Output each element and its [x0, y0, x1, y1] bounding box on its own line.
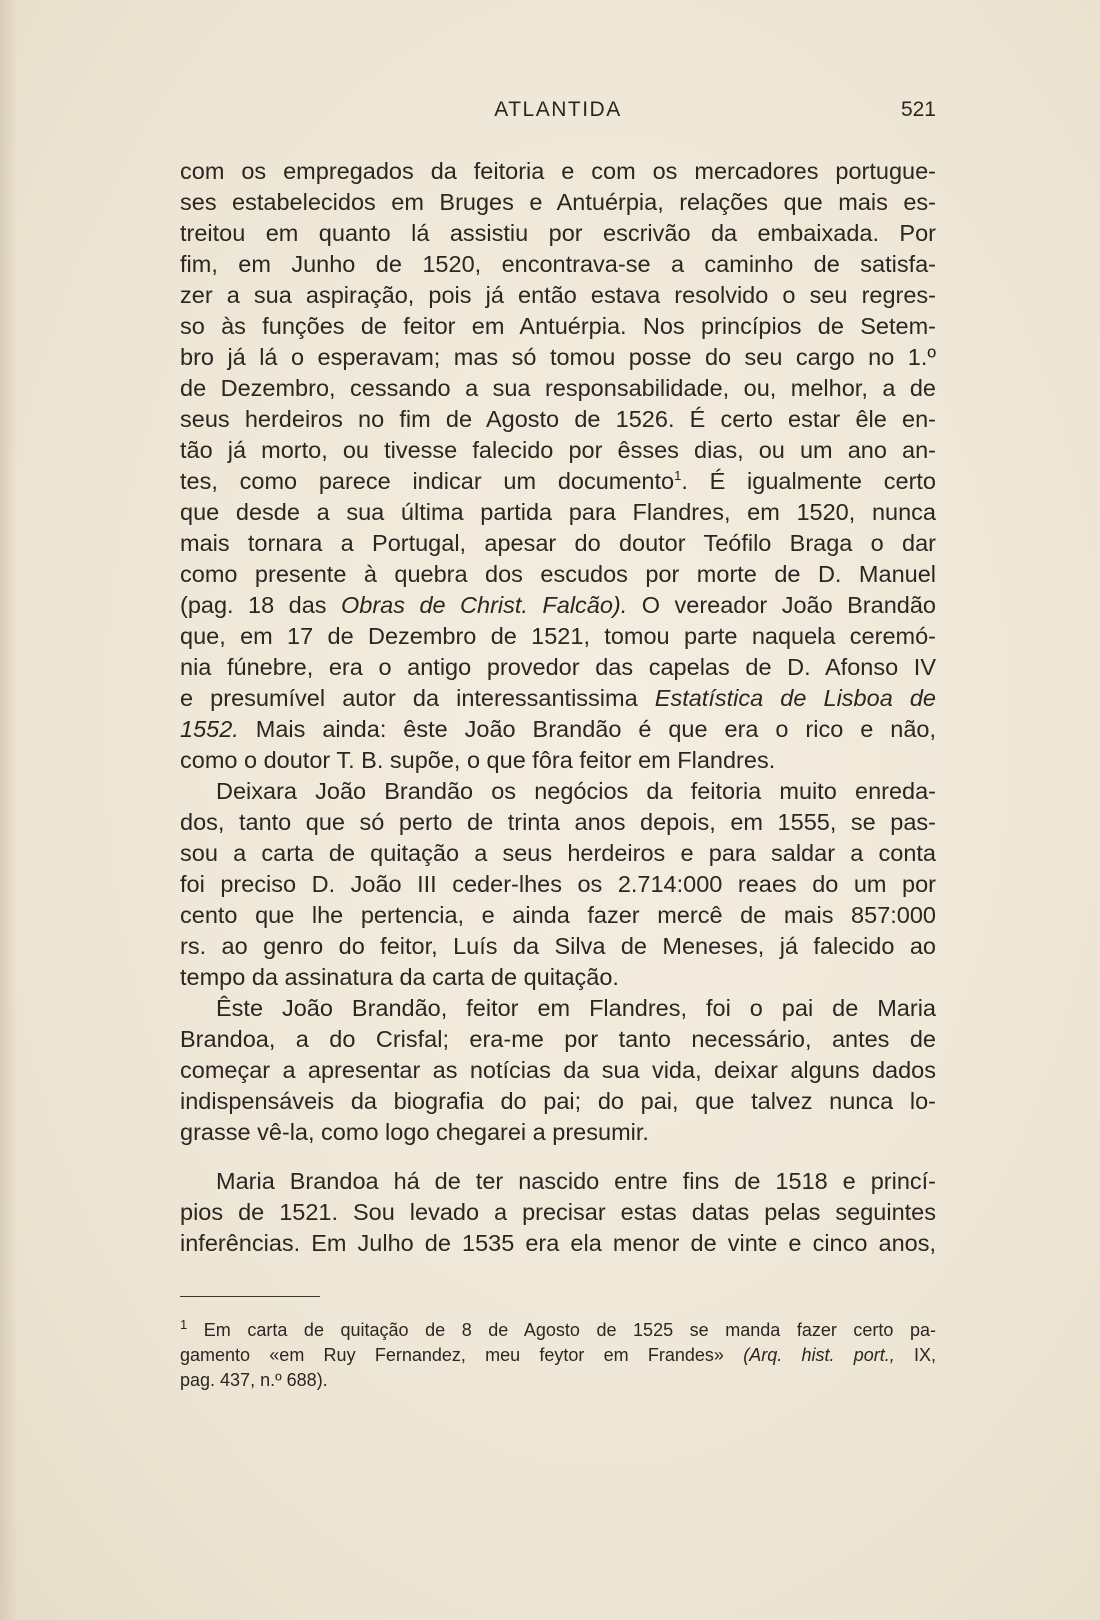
italic-title: 1552.	[180, 716, 239, 742]
text-line: Deixara João Brandão os negócios da feitoria muito enreda-	[216, 778, 936, 804]
text-segment: O vereador João Brandão	[627, 592, 936, 618]
text-line: Brandoa, a do Crisfal; era-me por tanto necessário, antes de	[180, 1026, 936, 1052]
text-line	[180, 714, 936, 745]
text-line: como presente à quebra dos escudos por morte de D. Manuel	[180, 561, 936, 587]
text-line: que desde a sua última partida para Flandres, em 1520, nunca	[180, 499, 936, 525]
text-line: sou a carta de quitação a seus herdeiros e para saldar a conta	[180, 840, 936, 866]
text-line: seus herdeiros no fim de Agosto de 1526. É certo estar êle en-	[180, 406, 936, 432]
footnote-reference[interactable]: 1	[674, 468, 682, 484]
text-line: grasse vê-la, como logo chegarei a presumir.	[180, 1119, 649, 1145]
text-line: mais tornara a Portugal, apesar do doutor Teófilo Braga o dar	[180, 530, 936, 556]
text-line: fim, em Junho de 1520, encontrava-se a caminho de satisfa-	[180, 251, 936, 277]
text-line: começar a apresentar as notícias da sua vida, deixar alguns dados	[180, 1057, 936, 1083]
text-segment: . É igualmente certo	[681, 468, 936, 494]
text-line: inferências. Em Julho de 1535 era ela menor de vinte e cinco anos,	[180, 1230, 936, 1256]
italic-title: Estatística de Lisboa de	[654, 685, 937, 711]
text-line	[180, 683, 936, 714]
text-line: so às funções de feitor em Antuérpia. Nos princípios de Setem-	[180, 313, 936, 339]
running-title: ATLANTIDA	[494, 98, 622, 121]
text-segment: Em carta de quitação de 8 de Agosto de 1525 se manda fazer certo pa-	[187, 1320, 936, 1340]
footnote-line	[180, 1318, 936, 1343]
body-text	[180, 156, 936, 1259]
text-line: Maria Brandoa há de ter nascido entre fins de 1518 e princí-	[216, 1168, 936, 1194]
text-line: indispensáveis da biografia do pai; do pai, que talvez nunca lo-	[180, 1088, 936, 1114]
text-line: Êste João Brandão, feitor em Flandres, foi o pai de Maria	[216, 995, 936, 1021]
text-segment: tes, como parece indicar um documento	[180, 468, 675, 494]
text-line: de Dezembro, cessando a sua responsabilidade, ou, melhor, a de	[180, 375, 936, 401]
text-segment: IX,	[894, 1345, 937, 1365]
footnote-marker: 1	[180, 1317, 188, 1332]
italic-citation: (Arq. hist. port.,	[743, 1345, 895, 1365]
text-line: rs. ao genro do feitor, Luís da Silva de Meneses, já falecido ao	[180, 933, 936, 959]
page-number: 521	[900, 98, 936, 121]
text-line: bro já lá o esperavam; mas só tomou posse do seu cargo no 1.º	[180, 344, 936, 370]
text-segment: gamento «em Ruy Fernandez, meu feytor em Frandes»	[180, 1345, 744, 1365]
text-line: nia fúnebre, era o antigo provedor das capelas de D. Afonso IV	[180, 654, 936, 680]
text-line: cento que lhe pertencia, e ainda fazer mercê de mais 857:000	[180, 902, 936, 928]
text-line: tempo da assinatura da carta de quitação.	[180, 964, 619, 990]
text-line: como o doutor T. B. supõe, o que fôra feitor em Flandres.	[180, 747, 776, 773]
text-line: zer a sua aspiração, pois já então estava resolvido o seu regres-	[180, 282, 936, 308]
text-line	[180, 466, 936, 497]
gutter-shadow	[0, 0, 18, 1620]
footnote-line: pag. 437, n.º 688).	[180, 1370, 328, 1390]
text-segment: Mais ainda: êste João Brandão é que era o rico e não,	[238, 716, 936, 742]
text-line: tão já morto, ou tivesse falecido por êsses dias, ou um ano an-	[180, 437, 936, 463]
text-line	[180, 590, 936, 621]
italic-citation: Obras de Christ. Falcão).	[340, 592, 628, 618]
text-line: com os empregados da feitoria e com os mercadores portugue-	[180, 158, 936, 184]
footnote-divider	[180, 1296, 320, 1297]
text-line: que, em 17 de Dezembro de 1521, tomou parte naquela ceremó-	[180, 623, 936, 649]
text-line: treitou em quanto lá assistiu por escrivão da embaixada. Por	[180, 220, 936, 246]
footnote-line	[180, 1343, 936, 1368]
text-segment: e presumível autor da interessantissima	[180, 685, 655, 711]
text-line: dos, tanto que só perto de trinta anos depois, em 1555, se pas-	[180, 809, 936, 835]
section-gap	[180, 1148, 936, 1166]
text-line: pios de 1521. Sou levado a precisar estas datas pelas seguintes	[180, 1199, 936, 1225]
footnote	[180, 1318, 936, 1393]
text-line: foi preciso D. João III ceder-lhes os 2.714:000 reaes do um por	[180, 871, 936, 897]
running-head	[180, 98, 936, 128]
text-line: ses estabelecidos em Bruges e Antuérpia, relações que mais es-	[180, 189, 936, 215]
text-segment: (pag. 18 das	[180, 592, 341, 618]
